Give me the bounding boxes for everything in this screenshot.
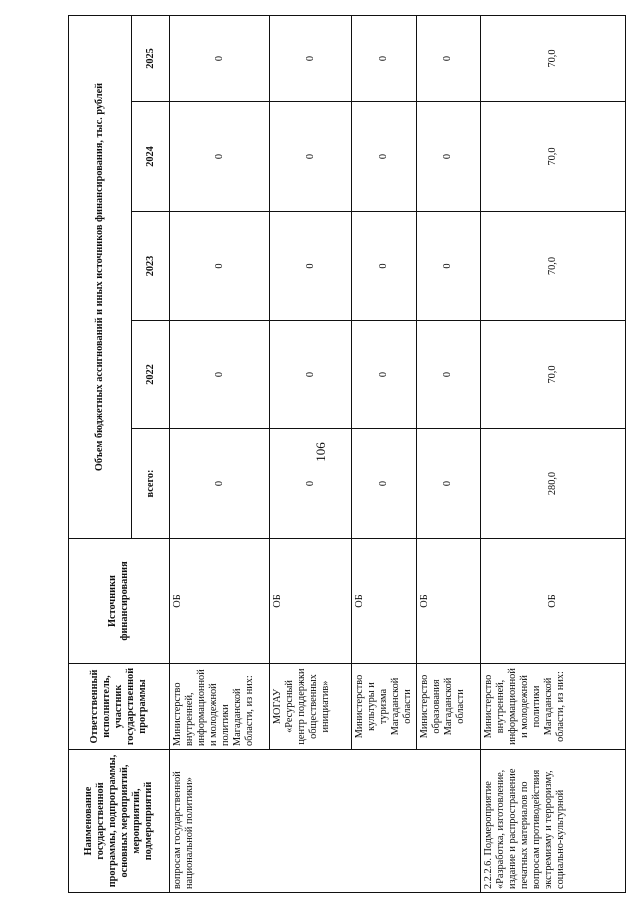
row-source: ОБ <box>170 539 270 664</box>
value-2023: 0 <box>170 212 270 321</box>
page-number-text: 106 <box>313 442 328 462</box>
row-source: ОБ <box>416 539 480 664</box>
row-executor: Министерство внутренней, информационной и молодежной политики Магаданской области, из них: <box>170 664 270 750</box>
value-2024: 0 <box>416 102 480 212</box>
row-executor: МОГАУ «Ресурсный центр поддержки общественных инициатив» <box>270 664 352 750</box>
header-year-2022: 2022 <box>132 321 170 429</box>
value-2024: 0 <box>270 102 352 212</box>
value-2022: 0 <box>270 321 352 429</box>
value-2024: 0 <box>352 102 417 212</box>
header-name: Наименование государственной программы, подпрограммы, основных мероприятий, мероприятий, подмероприятий <box>69 750 170 893</box>
value-total: 0 <box>170 429 270 539</box>
value-total: 280,0 <box>480 429 625 539</box>
value-2024: 70,0 <box>480 102 625 212</box>
value-2023: 70,0 <box>480 212 625 321</box>
header-executor: Ответственный исполнитель, участник государственной программы <box>69 664 170 750</box>
value-2023: 0 <box>352 212 417 321</box>
row-source: ОБ <box>352 539 417 664</box>
header-year-2024: 2024 <box>132 102 170 212</box>
table-row <box>170 15 270 892</box>
header-row <box>69 15 132 892</box>
value-2022: 0 <box>352 321 417 429</box>
value-total: 0 <box>352 429 417 539</box>
value-2025: 0 <box>270 15 352 101</box>
value-2025: 70,0 <box>480 15 625 101</box>
financing-table <box>68 15 626 893</box>
row-source: ОБ <box>480 539 625 664</box>
value-2022: 70,0 <box>480 321 625 429</box>
header-year-2025: 2025 <box>132 15 170 101</box>
value-2024: 0 <box>170 102 270 212</box>
value-2022: 0 <box>416 321 480 429</box>
row-name: вопросам государственной национальной политики» <box>170 750 481 893</box>
row-name: 2.2.2.6. Подмероприятие «Разработка, изготовление, издание и распространение печатных материалов по вопросам противодействия экстремизму и терроризму, социально-культурной <box>480 750 625 893</box>
header-total: всего: <box>132 429 170 539</box>
row-executor: Министерство образования Магаданской области <box>416 664 480 750</box>
row-executor: Министерство культуры и туризма Магаданской области <box>352 664 417 750</box>
value-total: 0 <box>416 429 480 539</box>
value-2023: 0 <box>416 212 480 321</box>
table-row <box>480 15 625 892</box>
value-2025: 0 <box>352 15 417 101</box>
row-executor: Министерство внутренней, информационной и молодежной политики Магаданской области, из них: <box>480 664 625 750</box>
value-total: 0 <box>270 429 352 539</box>
header-volume: Объем бюджетных ассигнований и иных источников финансирования, тыс. рублей <box>69 15 132 538</box>
value-2023: 0 <box>270 212 352 321</box>
value-2025: 0 <box>416 15 480 101</box>
value-2025: 0 <box>170 15 270 101</box>
header-source: Источники финансирования <box>69 539 170 664</box>
rotated-table-wrapper <box>68 16 626 893</box>
header-year-2023: 2023 <box>132 212 170 321</box>
value-2022: 0 <box>170 321 270 429</box>
row-source: ОБ <box>270 539 352 664</box>
